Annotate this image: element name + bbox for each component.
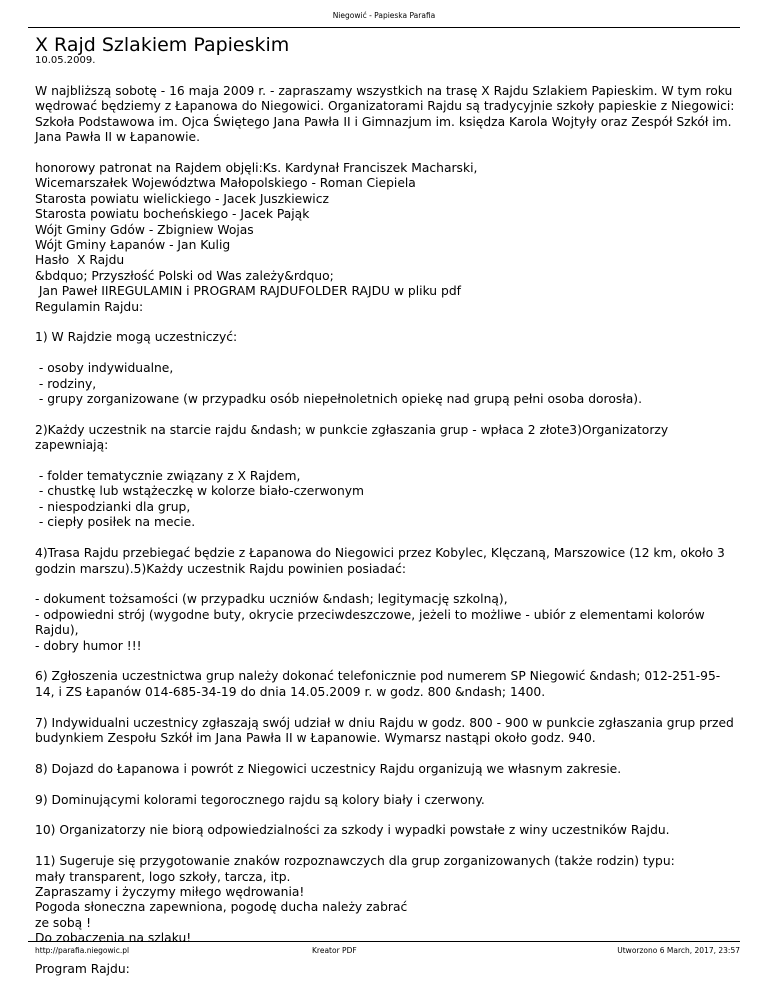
equipment-list: [35, 592, 735, 654]
list-item: - dobry humor !!!: [35, 638, 142, 653]
rule-11: [35, 854, 735, 946]
list-item: - odpowiedni strój (wygodne buty, okrycie przeciwdeszczowe, jeżeli to możliwe - ubiór z elementami kolorów Rajdu),: [35, 607, 705, 638]
motto-text: &bdquo; Przyszłość Polski od Was zależy&rdquo;: [35, 268, 334, 283]
patrons-block: [35, 161, 735, 315]
article-title: X Rajd Szlakiem Papieskim: [35, 34, 290, 56]
rule-11-line: mały transparent, logo szkoły, tarcza, itp.: [35, 869, 291, 884]
patrons-line: Wójt Gminy Gdów - Zbigniew Wojas: [35, 222, 254, 237]
patrons-line: honorowy patronat na Rajdem objęli:Ks. Kardynał Franciszek Macharski,: [35, 161, 478, 176]
rule-11-line: Zapraszamy i życzymy miłego wędrowania!: [35, 884, 305, 899]
participants-list: [35, 361, 735, 407]
footer-generator: Kreator PDF: [312, 946, 357, 955]
rule-11-line: Do zobaczenia na szlaku!: [35, 931, 192, 946]
footer-url: http://parafia.niegowic.pl: [35, 946, 130, 955]
rule-9: 9) Dominującymi kolorami tegorocznego rajdu są kolory biały i czerwony.: [35, 792, 485, 807]
rule-10: 10) Organizatorzy nie biorą odpowiedzialności za szkody i wypadki powstałe z winy uczestników Rajdu.: [35, 823, 670, 838]
footer-divider: [28, 941, 740, 942]
rule-2-3: 2)Każdy uczestnik na starcie rajdu &ndash; w punkcie zgłaszania grup - wpłaca 2 złote3)Organizatorzy zapewniają:: [35, 422, 669, 453]
patrons-line: Wójt Gminy Łapanów - Jan Kulig: [35, 238, 231, 253]
footer-created: Utworzono 6 March, 2017, 23:57: [617, 946, 740, 955]
rule-11-line: Pogoda słoneczna zapewniona, pogodę ducha należy zabrać: [35, 900, 408, 915]
program-heading: Program Rajdu:: [35, 961, 130, 976]
article-date: 10.05.2009.: [35, 55, 96, 66]
rule-6: 6) Zgłoszenia uczestnictwa grup należy dokonać telefonicznie pod numerem SP Niegowić &ndash; 012-251-95-14, i ZS Łapanów 014-685-34-19 do dnia 14.05.2009 r. w godz. 800 &ndash; 1400.: [35, 669, 721, 699]
article-body: [35, 84, 735, 993]
rule-4-5: 4)Trasa Rajdu przebiegać będzie z Łapanowa do Niegowici przez Kobylec, Klęczaną, Marszowice (12 km, około 3 godzin marszu).5)Każdy uczestnik Rajdu powinien posiadać:: [35, 546, 725, 576]
rule-8: 8) Dojazd do Łapanowa i powrót z Niegowici uczestnicy Rajdu organizują we własnym zakresie.: [35, 761, 622, 776]
rule-1: 1) W Rajdzie mogą uczestniczyć:: [35, 330, 238, 345]
list-item: - dokument tożsamości (w przypadku uczniów &ndash; legitymację szkolną),: [35, 592, 508, 607]
patrons-line: Starosta powiatu wielickiego - Jacek Juszkiewicz: [35, 191, 329, 206]
patrons-line: Wicemarszałek Województwa Małopolskiego - Roman Ciepiela: [35, 176, 416, 191]
list-item: - niespodzianki dla grup,: [35, 499, 191, 514]
page-header: Niegowić - Papieska Parafia: [332, 11, 436, 20]
rules-heading: Regulamin Rajdu:: [35, 299, 144, 314]
list-item: - chustkę lub wstążeczkę w kolorze biało-czerwonym: [35, 484, 365, 499]
motto-label: Hasło X Rajdu: [35, 253, 125, 268]
patrons-line: Starosta powiatu bocheńskiego - Jacek Pająk: [35, 207, 310, 222]
header-divider: [28, 27, 740, 28]
list-item: - folder tematycznie związany z X Rajdem,: [35, 469, 301, 484]
rule-11-line: 11) Sugeruje się przygotowanie znaków rozpoznawczych dla grup zorganizowanych (także rodzin) typu:: [35, 854, 675, 869]
intro-paragraph: W najbliższą sobotę - 16 maja 2009 r. - zapraszamy wszystkich na trasę X Rajdu Szlakiem Papieskim. W tym roku wędrować będziemy z Łapanowa do Niegowici. Organizatorami Rajdu są tradycyjnie szkoły papieskie z Niegowici: Szkoła Podstawowa im. Ojca Świętego Jana Pawła II i Gimnazjum im. księdza Karola Wojtyły oraz Zespół Szkół im. Jana Pawła II w Łapanowie.: [35, 84, 735, 145]
list-item: - ciepły posiłek na mecie.: [35, 515, 196, 530]
list-item: - grupy zorganizowane (w przypadku osób niepełnoletnich opiekę nad grupą pełni osoba dorosła).: [35, 392, 642, 407]
rule-11-line: ze sobą !: [35, 915, 92, 930]
list-item: - osoby indywidualne,: [35, 361, 174, 376]
pdf-links-line: Jan Paweł IIREGULAMIN i PROGRAM RAJDUFOLDER RAJDU w pliku pdf: [35, 284, 461, 299]
rule-7: 7) Indywidualni uczestnicy zgłaszają swój udział w dniu Rajdu w godz. 800 - 900 w punkcie zgłaszania grup przed budynkiem Zespołu Szkół im Jana Pawła II w Łapanowie. Wymarsz nastąpi około godz. 940.: [35, 715, 734, 745]
provided-list: [35, 469, 735, 531]
list-item: - rodziny,: [35, 376, 97, 391]
